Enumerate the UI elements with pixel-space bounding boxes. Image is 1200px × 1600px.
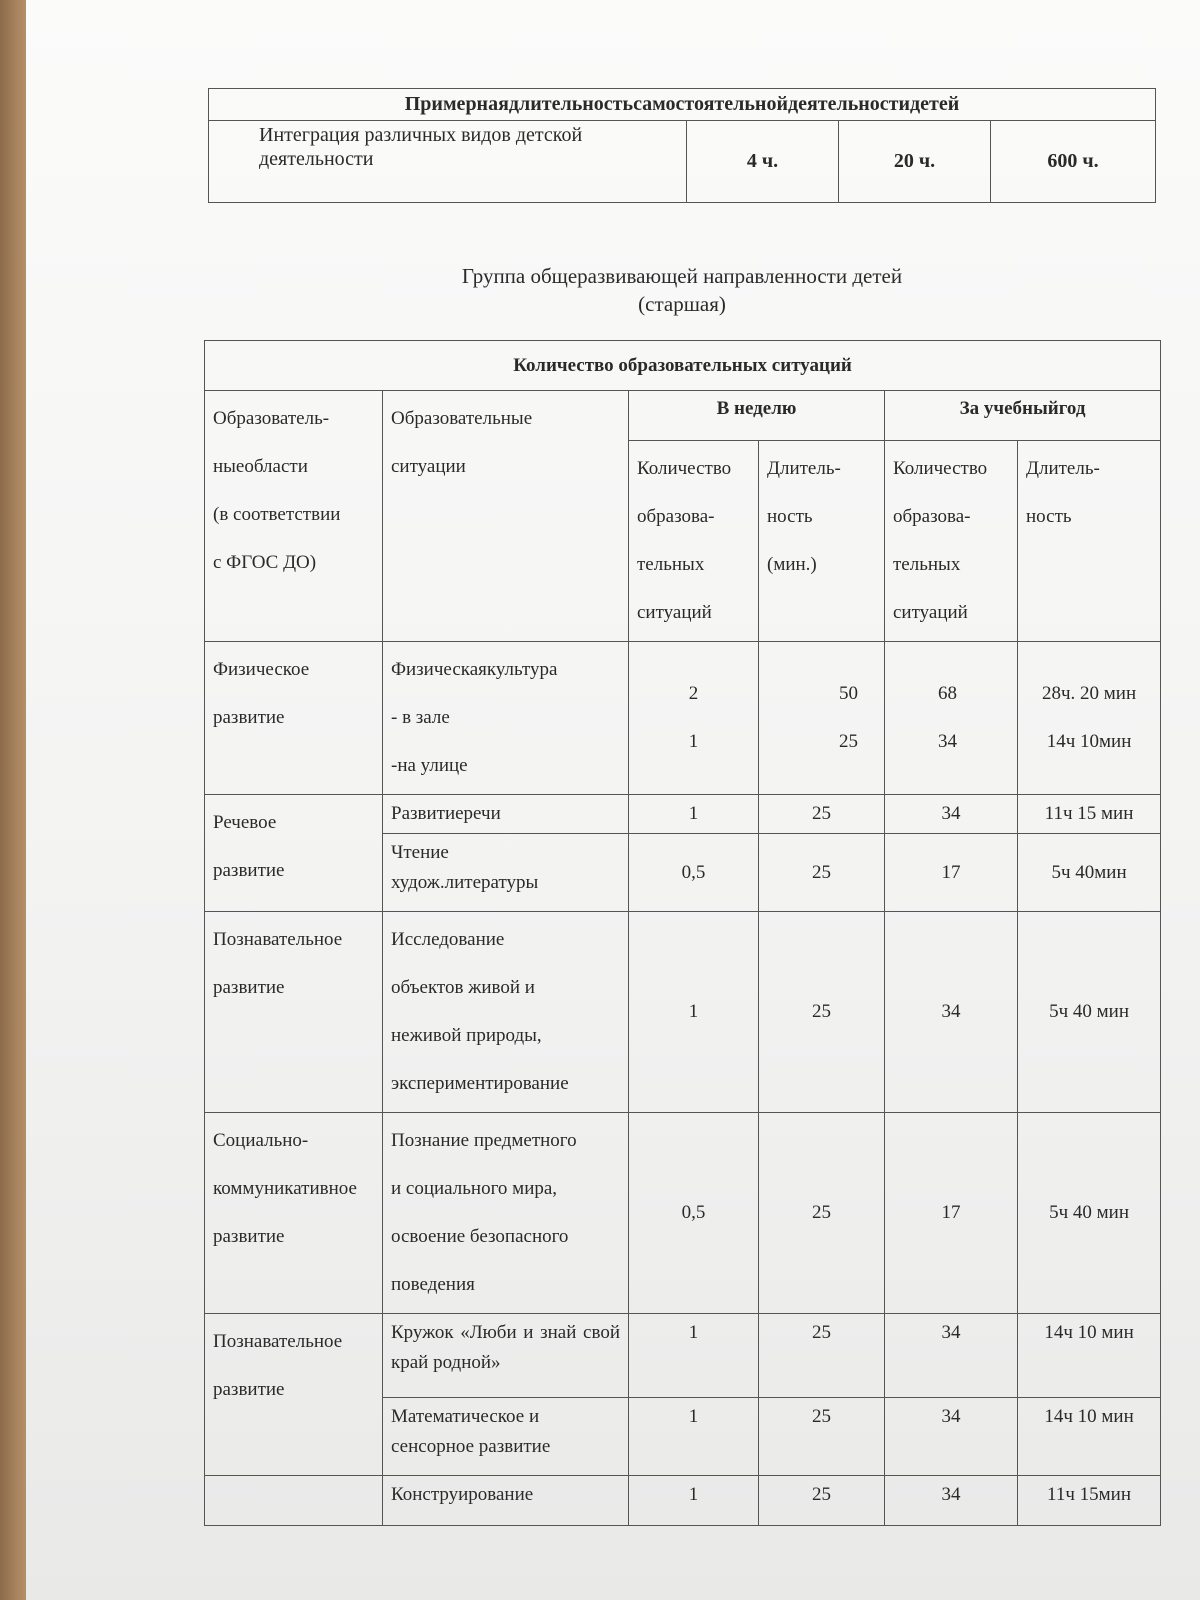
area-cell: Речевое развитие bbox=[205, 795, 383, 912]
area-cell bbox=[205, 1476, 383, 1526]
independent-activity-table bbox=[208, 88, 1156, 203]
table-row bbox=[205, 1113, 1161, 1314]
year-count-cell: 17 bbox=[885, 1113, 1018, 1314]
group-heading bbox=[208, 262, 1156, 318]
table-caption: Количество образовательных ситуаций bbox=[205, 341, 1161, 391]
group-title: Группа общеразвивающей направленности детей bbox=[461, 264, 903, 288]
area-cell: Познавательное развитие bbox=[205, 912, 383, 1113]
year-duration-cell: 11ч 15 мин bbox=[1018, 795, 1161, 834]
table-row bbox=[205, 1314, 1161, 1398]
situation-cell: Математическое и сенсорное развитие bbox=[383, 1398, 629, 1476]
hours-year: 600 ч. bbox=[991, 121, 1156, 203]
week-duration-cell: 25 bbox=[759, 912, 885, 1113]
year-count-cell: 34 bbox=[885, 795, 1018, 834]
year-duration-cell: 5ч 40 мин bbox=[1018, 1113, 1161, 1314]
wood-background bbox=[0, 0, 28, 1600]
header-areas: Образователь- ныеобласти (в соответствии с ФГОС ДО) bbox=[205, 391, 383, 642]
situation-cell: Познание предметного и социального мира, освоение безопасного поведения bbox=[383, 1113, 629, 1314]
area-cell: Познавательное развитие bbox=[205, 1314, 383, 1476]
table-row bbox=[205, 912, 1161, 1113]
week-count-cell: 1 bbox=[629, 795, 759, 834]
year-count-cell: 34 bbox=[885, 1314, 1018, 1398]
header-week-duration: Длитель- ность (мин.) bbox=[759, 441, 885, 642]
table-row bbox=[205, 795, 1161, 834]
year-count-cell: 34 bbox=[885, 1476, 1018, 1526]
week-count-cell: 1 bbox=[629, 1398, 759, 1476]
week-duration-cell: 25 bbox=[759, 1113, 885, 1314]
header-year-count: Количество образова- тельных ситуаций bbox=[885, 441, 1018, 642]
week-count-cell: 1 bbox=[629, 1314, 759, 1398]
group-subtitle: (старшая) bbox=[638, 292, 726, 316]
paper-sheet bbox=[26, 0, 1200, 1600]
situation-cell: Чтение худож.литературы bbox=[383, 834, 629, 912]
hours-month: 20 ч. bbox=[839, 121, 991, 203]
year-count-cell: 68 34 bbox=[885, 642, 1018, 795]
year-duration-cell: 14ч 10 мин bbox=[1018, 1314, 1161, 1398]
area-cell: Социально- коммуникативное развитие bbox=[205, 1113, 383, 1314]
year-duration-cell: 14ч 10 мин bbox=[1018, 1398, 1161, 1476]
header-year-duration: Длитель- ность bbox=[1018, 441, 1161, 642]
week-count-cell: 1 bbox=[629, 1476, 759, 1526]
header-situations: Образовательные ситуации bbox=[383, 391, 629, 642]
year-duration-cell: 5ч 40мин bbox=[1018, 834, 1161, 912]
week-duration-cell: 25 bbox=[759, 1398, 885, 1476]
header-week-count: Количество образова- тельных ситуаций bbox=[629, 441, 759, 642]
week-count-cell: 0,5 bbox=[629, 1113, 759, 1314]
table-row bbox=[205, 642, 1161, 795]
week-duration-cell: 25 bbox=[759, 795, 885, 834]
week-duration-cell: 25 bbox=[759, 1314, 885, 1398]
situation-cell: Физическаякультура - в зале -на улице bbox=[383, 642, 629, 795]
year-count-cell: 17 bbox=[885, 834, 1018, 912]
table-row bbox=[205, 1476, 1161, 1526]
educational-situations-table bbox=[204, 340, 1161, 1526]
week-duration-cell: 25 bbox=[759, 1476, 885, 1526]
week-count-cell: 2 1 bbox=[629, 642, 759, 795]
header-per-year: За учебныйгод bbox=[885, 391, 1161, 441]
year-duration-cell: 5ч 40 мин bbox=[1018, 912, 1161, 1113]
integration-label: Интеграция различных видов детской деятельности bbox=[209, 121, 687, 203]
year-duration-cell: 28ч. 20 мин 14ч 10мин bbox=[1018, 642, 1161, 795]
week-duration-cell: 25 bbox=[759, 834, 885, 912]
table-title: Примернаядлительностьсамостоятельнойдеятельностидетей bbox=[209, 89, 1156, 121]
header-per-week: В неделю bbox=[629, 391, 885, 441]
situation-cell: Исследование объектов живой и неживой природы, экспериментирование bbox=[383, 912, 629, 1113]
hours-week: 4 ч. bbox=[687, 121, 839, 203]
situation-cell: Конструирование bbox=[383, 1476, 629, 1526]
area-cell: Физическое развитие bbox=[205, 642, 383, 795]
year-count-cell: 34 bbox=[885, 912, 1018, 1113]
week-count-cell: 1 bbox=[629, 912, 759, 1113]
week-count-cell: 0,5 bbox=[629, 834, 759, 912]
situation-cell: Развитиеречи bbox=[383, 795, 629, 834]
situation-cell: Кружок «Люби и знай свой край родной» bbox=[383, 1314, 629, 1398]
year-count-cell: 34 bbox=[885, 1398, 1018, 1476]
year-duration-cell: 11ч 15мин bbox=[1018, 1476, 1161, 1526]
week-duration-cell: 50 25 bbox=[759, 642, 885, 795]
